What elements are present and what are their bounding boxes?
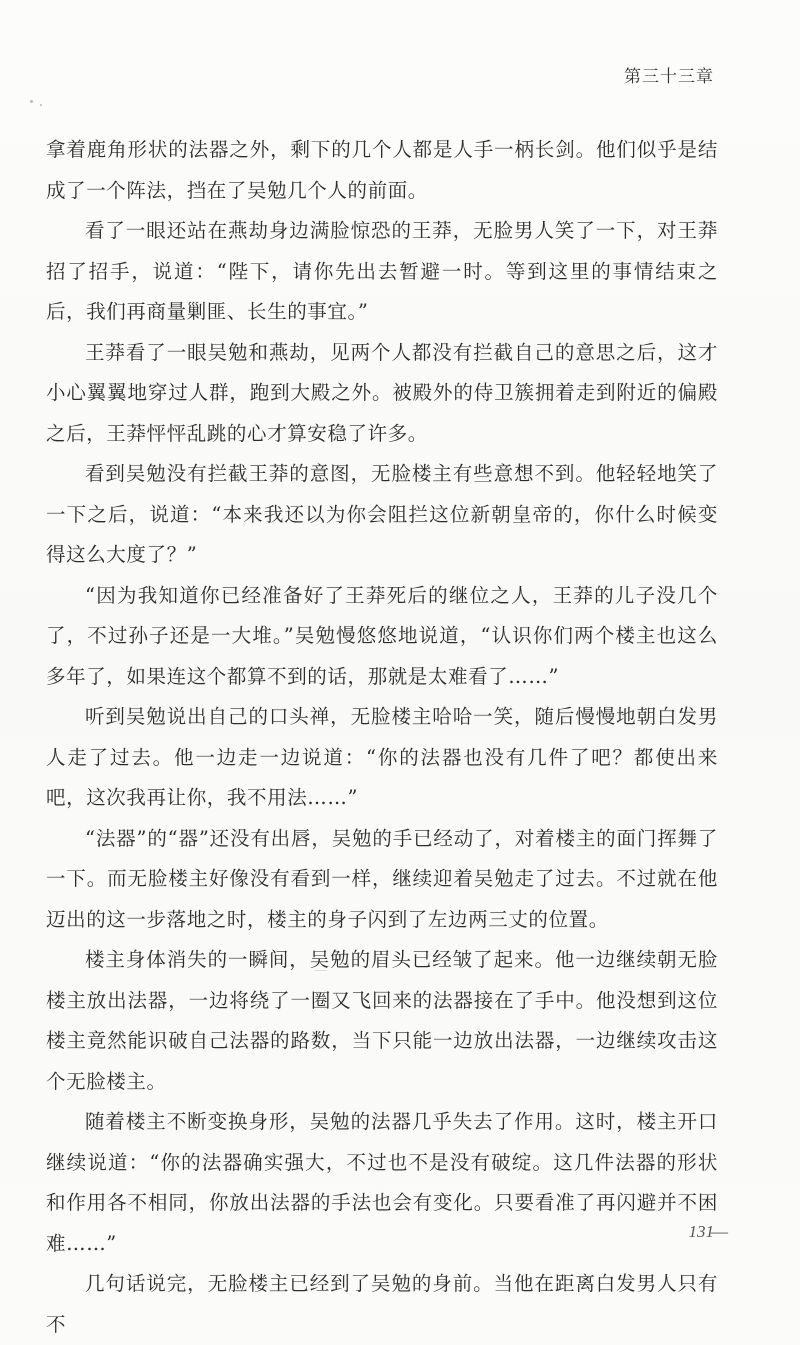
scan-speck xyxy=(40,104,42,106)
paragraph: 听到吴勉说出自己的口头禅，无脸楼主哈哈一笑，随后慢慢地朝白发男人走了过去。他一边走一边说道：“你的法器也没有几件了吧？都使出来吧，这次我再让你，我不用法……” xyxy=(46,705,718,809)
paragraph: 几句话说完，无脸楼主已经到了吴勉的身前。当他在距离白发男人只有不 xyxy=(46,1272,718,1336)
chapter-header: 第三十三章 xyxy=(624,67,714,87)
paragraph: 楼主身体消失的一瞬间，吴勉的眉头已经皱了起来。他一边继续朝无脸楼主放出法器，一边将绕了一圈又飞回来的法器接在了手中。他没想到这位楼主竟然能识破自己法器的路数，当下只能一边放出法器，一边继续攻击这个无脸楼主。 xyxy=(46,948,718,1093)
paragraph: 随着楼主不断变换身形，吴勉的法器几乎失去了作用。这时，楼主开口继续说道：“你的法器确实强大，不过也不是没有破绽。这几件法器的形状和作用各不相同，你放出法器的手法也会有变化。只要看准了再闪避并不困难……” xyxy=(46,1110,718,1255)
paragraph: 看到吴勉没有拦截王莽的意图，无脸楼主有些意想不到。他轻轻地笑了一下之后，说道：“本来我还以为你会阻拦这位新朝皇帝的，你什么时候变得这么大度了？” xyxy=(46,462,718,566)
paragraph: 王莽看了一眼吴勉和燕劫，见两个人都没有拦截自己的意思之后，这才小心翼翼地穿过人群，跑到大殿之外。被殿外的侍卫簇拥着走到附近的偏殿之后，王莽怦怦乱跳的心才算安稳了许多。 xyxy=(46,340,718,445)
paragraph: 看了一眼还站在燕劫身边满脸惊恐的王莽，无脸男人笑了一下，对王莽招了招手，说道：“陛下，请你先出去暂避一时。等到这里的事情结束之后，我们再商量剿匪、长生的事宜。” xyxy=(46,219,718,323)
paragraph: 拿着鹿角形状的法器之外，剩下的几个人都是人手一柄长剑。他们似乎是结成了一个阵法，挡在了吴勉几个人的前面。 xyxy=(46,138,718,202)
paragraph: “法器”的“器”还没有出唇，吴勉的手已经动了，对着楼主的面门挥舞了一下。而无脸楼主好像没有看到一样，继续迎着吴勉走了过去。不过就在他迈出的这一步落地之时，楼主的身子闪到了左边两三丈的位置。 xyxy=(46,826,718,931)
page-number-dash: — xyxy=(711,1222,728,1241)
scan-speck xyxy=(30,100,33,103)
paragraph: “因为我知道你已经准备好了王莽死后的继位之人，王莽的儿子没几个了，不过孙子还是一大堆。”吴勉慢悠悠地说道，“认识你们两个楼主也这么多年了，如果连这个都算不到的话，那就是太难看了……” xyxy=(46,583,718,688)
body-text xyxy=(46,130,718,1345)
page-number: 131 xyxy=(688,1222,714,1241)
